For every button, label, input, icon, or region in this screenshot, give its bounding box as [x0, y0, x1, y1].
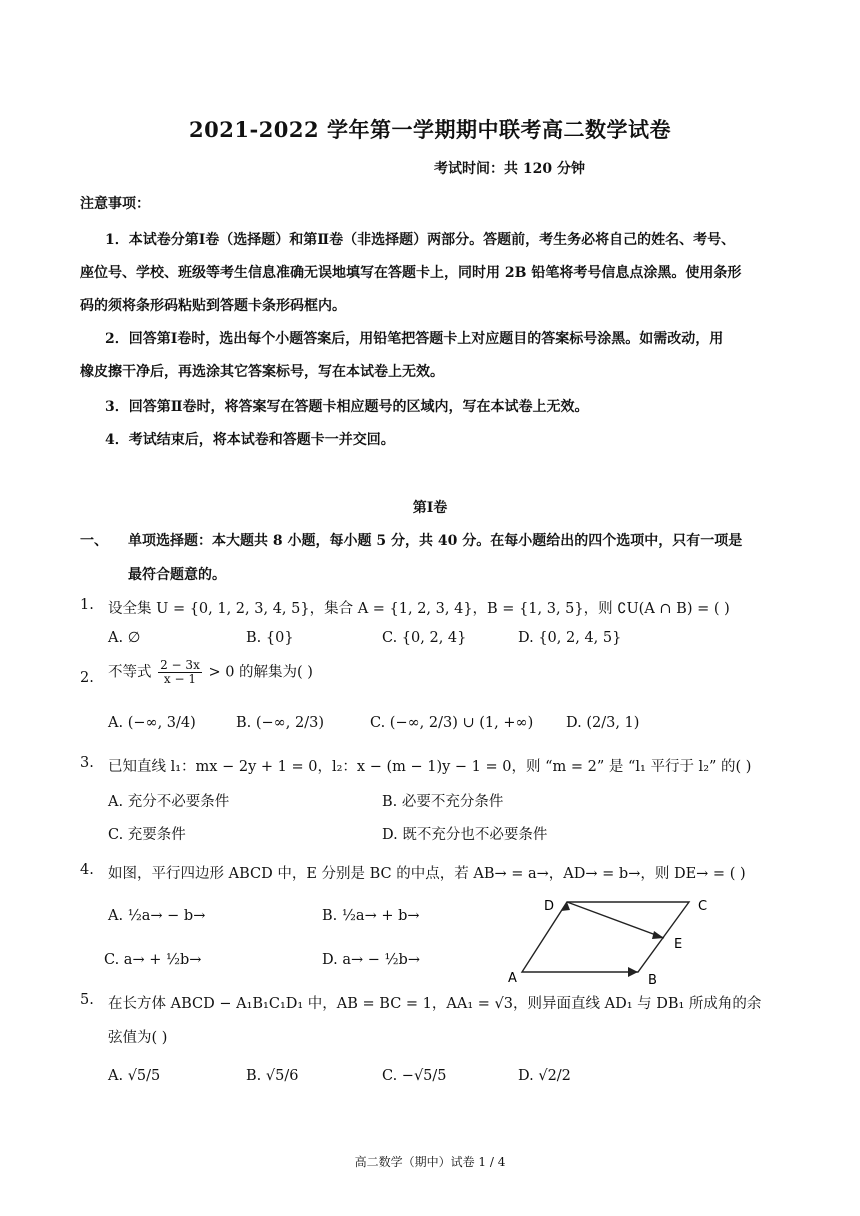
question-stem	[108, 659, 313, 686]
label-d: D	[544, 899, 555, 914]
note-line: 3．回答第Ⅱ卷时，将答案写在答题卡相应题号的区域内，写在本试卷上无效。	[105, 399, 589, 415]
option-d: D. a→ − ½b→	[322, 952, 420, 968]
parallelogram-figure	[500, 892, 720, 988]
option-d: D. {0, 2, 4, 5}	[518, 630, 622, 646]
note-line: 1．本试卷分第Ⅰ卷（选择题）和第Ⅱ卷（非选择题）两部分。答题前，考生务必将自己的姓名、考号、	[105, 232, 736, 248]
question-stem: 设全集 U = {0, 1, 2, 3, 4, 5}，集合 A = {1, 2, 3, 4}，B = {1, 3, 5}，则 ∁U(A ∩ B) = ( )	[108, 601, 730, 617]
inequality-fraction	[158, 659, 202, 686]
option-c: C. a→ + ½b→	[104, 952, 202, 968]
question-number: 3.	[80, 755, 94, 771]
stem-suffix: > 0 的解集为( )	[208, 664, 313, 681]
note-line: 座位号、学校、班级等考生信息准确无误地填写在答题卡上，同时用 2B 铅笔将考号信息点涂黑。使用条形	[80, 265, 742, 281]
option-b: B. {0}	[246, 630, 294, 646]
page-title: 2021-2022 学年第一学期期中联考高二数学试卷	[189, 117, 671, 142]
option-c: C. −√5/5	[382, 1068, 447, 1084]
stem-prefix: 不等式	[108, 664, 152, 681]
section-title: 第Ⅰ卷	[412, 500, 448, 516]
option-a: A. √5/5	[108, 1068, 161, 1084]
question-number: 5.	[80, 992, 94, 1008]
option-c: C. (−∞, 2/3) ∪ (1, +∞)	[370, 715, 534, 731]
question-stem-cont: 弦值为( )	[108, 1030, 168, 1046]
label-e: E	[674, 937, 683, 952]
part-number: 一、	[80, 533, 108, 549]
option-a: A. ∅	[108, 630, 141, 646]
fraction-denominator: x − 1	[163, 672, 197, 686]
page-footer: 高二数学（期中）试卷 1 / 4	[354, 1155, 506, 1169]
part-instructions: 最符合题意的。	[128, 567, 226, 583]
option-a: A. ½a→ − b→	[108, 908, 206, 924]
label-c: C	[698, 899, 708, 914]
option-b: B. √5/6	[246, 1068, 299, 1084]
option-b: B. ½a→ + b→	[322, 908, 420, 924]
note-line: 2．回答第Ⅰ卷时，选出每个小题答案后，用铅笔把答题卡上对应题目的答案标号涂黑。如需改动，用	[105, 331, 724, 347]
notes-heading: 注意事项：	[80, 196, 150, 212]
option-d: D. (2/3, 1)	[566, 715, 640, 731]
option-b: B. 必要不充分条件	[382, 794, 504, 810]
note-line: 橡皮擦干净后，再选涂其它答案标号，写在本试卷上无效。	[80, 364, 444, 380]
option-c: C. {0, 2, 4}	[382, 630, 467, 646]
exam-time: 考试时间：共 120 分钟	[434, 161, 585, 177]
option-c: C. 充要条件	[108, 827, 186, 843]
question-number: 1.	[80, 597, 94, 613]
label-b: B	[648, 973, 657, 988]
question-stem: 已知直线 l₁：mx − 2y + 1 = 0，l₂：x − (m − 1)y − 1 = 0，则 “m = 2” 是 “l₁ 平行于 l₂” 的( )	[108, 759, 752, 775]
fraction-numerator: 2 − 3x	[160, 658, 200, 672]
option-b: B. (−∞, 2/3)	[236, 715, 324, 731]
option-d: D. 既不充分也不必要条件	[382, 827, 548, 843]
note-line: 码的须将条形码粘贴到答题卡条形码框内。	[80, 298, 346, 314]
question-stem: 在长方体 ABCD − A₁B₁C₁D₁ 中，AB = BC = 1，AA₁ = √3，则异面直线 AD₁ 与 DB₁ 所成角的余	[108, 996, 762, 1012]
option-a: A. (−∞, 3/4)	[108, 715, 196, 731]
option-d: D. √2/2	[518, 1068, 571, 1084]
label-a: A	[508, 971, 517, 986]
option-a: A. 充分不必要条件	[108, 794, 230, 810]
question-number: 4.	[80, 862, 94, 878]
note-line: 4．考试结束后，将本试卷和答题卡一并交回。	[105, 432, 395, 448]
part-instructions: 单项选择题：本大题共 8 小题，每小题 5 分，共 40 分。在每小题给出的四个选项中，只有一项是	[128, 533, 743, 549]
question-stem: 如图，平行四边形 ABCD 中，E 分别是 BC 的中点，若 AB→ = a→，AD→ = b→，则 DE→ = ( )	[108, 866, 746, 882]
question-number: 2.	[80, 670, 94, 686]
